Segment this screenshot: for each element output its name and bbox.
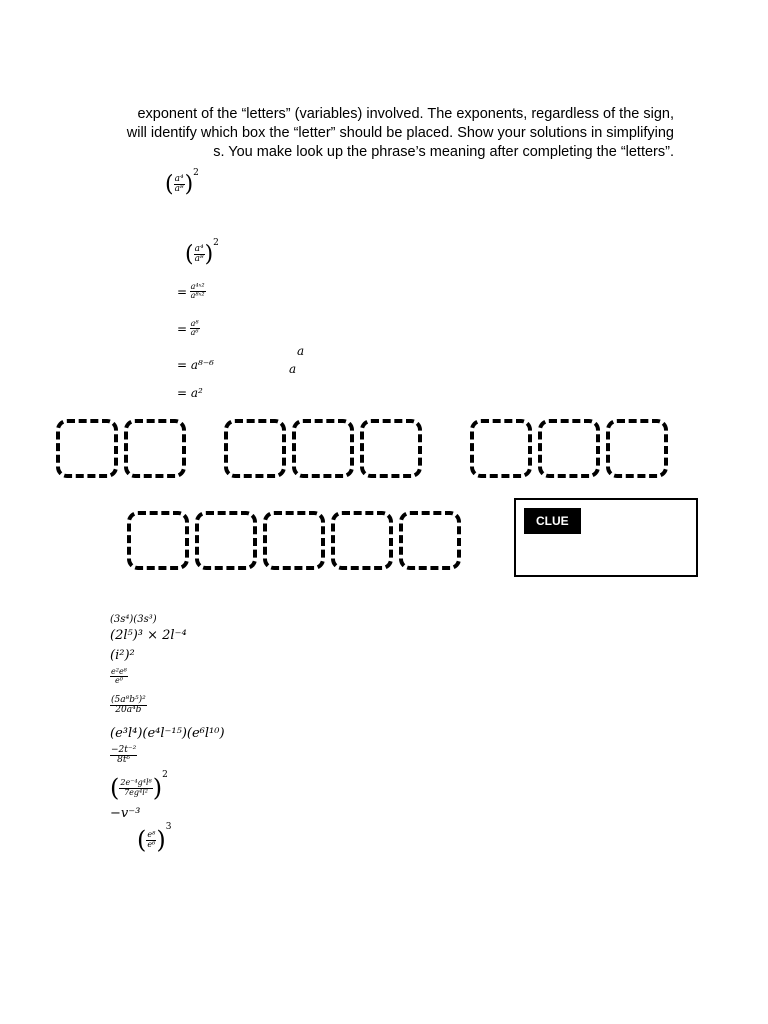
answer-word-1 (56, 419, 192, 478)
answer-box[interactable] (263, 511, 325, 570)
answer-word-4 (127, 511, 467, 570)
problem-1: (3s⁴)(3s³) (110, 614, 157, 625)
answer-box[interactable] (470, 419, 532, 478)
example-step-1: = $\frac{\text{a⁴ˣ²}}{\text{a⁸ˣ²}}$ (177, 282, 205, 301)
instructions-line-2: will identify which box the “letter” should be placed. Show your solutions in simplifying (126, 125, 674, 141)
answer-word-2 (224, 419, 428, 478)
problem-3: (i²)² (110, 648, 135, 663)
answer-box[interactable] (124, 419, 186, 478)
answer-box[interactable] (360, 419, 422, 478)
problem-2: (2l⁵)³ × 2l⁻⁴ (110, 628, 187, 643)
problem-9: −v⁻³ (110, 806, 141, 821)
instructions-line-1: exponent of the “letters” (variables) involved. The exponents, regardless of the sign, (137, 106, 674, 122)
answer-box[interactable] (538, 419, 600, 478)
clue-box (514, 498, 698, 577)
clue-label: CLUE (524, 508, 581, 534)
answer-box[interactable] (127, 511, 189, 570)
problem-7: $\frac{\text{−2t⁻²}}{\text{8t⁶}}$ (111, 745, 137, 766)
instructions-line-3: s. You make look up the phrase’s meaning after completing the “letters”. (213, 144, 674, 160)
answer-word-3 (470, 419, 674, 478)
example-given-expression: ( $\frac{\text{a⁴}}{\text{a⁸}}$ )$^2$ (165, 168, 199, 197)
example-side-a-1: a (297, 344, 305, 358)
example-step-4: = a² (177, 386, 203, 400)
problem-6: (e³l⁴)(e⁴l⁻¹⁵)(e⁶l¹⁰) (110, 726, 225, 741)
answer-box[interactable] (56, 419, 118, 478)
answer-box[interactable] (292, 419, 354, 478)
example-step-0: ( $\frac{\text{a⁴}}{\text{a⁸}}$ )$^2$ (185, 238, 219, 267)
problem-10: ( $\frac{\text{e⁸}}{\text{e⁶}}$ )$^3$ (137, 822, 172, 854)
answer-box[interactable] (399, 511, 461, 570)
answer-box[interactable] (606, 419, 668, 478)
example-side-a-2: a (289, 362, 297, 376)
problem-8: ( $\frac{\text{2e⁻⁴g⁴l⁸}}{\text{7eg⁴l²}}$ )$^2$ (110, 770, 168, 802)
answer-box[interactable] (331, 511, 393, 570)
answer-box[interactable] (224, 419, 286, 478)
instructions-paragraph (90, 105, 674, 162)
answer-box[interactable] (195, 511, 257, 570)
problem-5: $\frac{\text{(5a⁸b⁵)²}}{\text{20a⁴b}}$ (111, 695, 146, 716)
example-step-3: = a⁸⁻⁶ (177, 358, 214, 372)
example-step-2: = $\frac{\text{a⁸}}{\text{a⁶}}$ (177, 319, 199, 338)
problem-4: $\frac{\text{e²e⁸}}{\text{e⁰}}$ (111, 667, 127, 686)
